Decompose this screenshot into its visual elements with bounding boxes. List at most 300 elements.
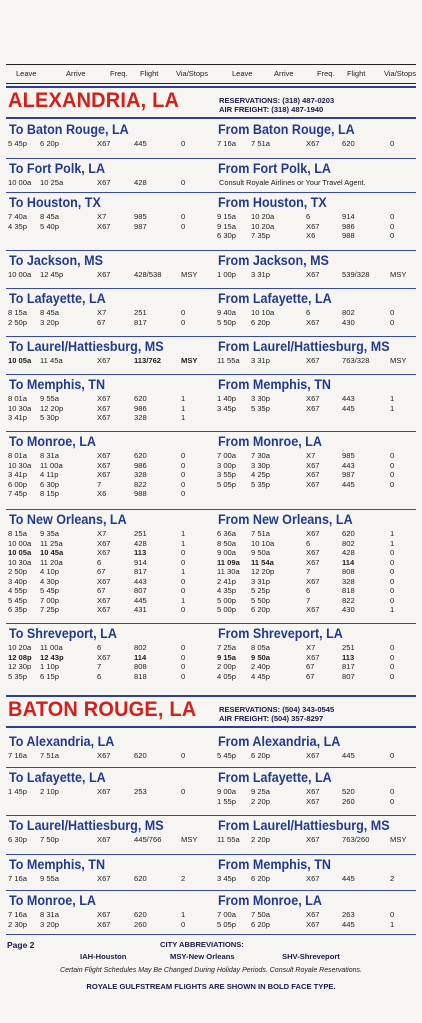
flight-cell: 3 31p: [251, 356, 271, 365]
flight-cell: 987: [342, 470, 355, 479]
city-rule: [6, 726, 416, 728]
flight-cell: X67: [97, 548, 111, 557]
flight-cell: 5 05p: [217, 479, 237, 489]
flight-cell: 12 30p: [8, 662, 32, 671]
flight-cell: 6: [97, 557, 102, 567]
origin-heading: From Monroe, LA: [218, 434, 322, 449]
flight-cell: 10 00a: [8, 178, 32, 187]
flight-cell: 9 00a: [217, 787, 237, 796]
flight-cell: 6: [306, 212, 311, 221]
flight-cell: 620: [134, 394, 147, 403]
flight-cell: 7 00a: [217, 451, 237, 460]
column-label: Via/Stops: [384, 69, 416, 78]
flight-cell: 4 30p: [40, 576, 60, 586]
flight-cell: 4 35p: [8, 221, 28, 231]
flight-cell: 539/328: [342, 270, 370, 279]
flight-cell: X67: [306, 394, 320, 403]
flight-cell: 6 20p: [251, 919, 271, 929]
flight-cell: 0: [390, 212, 395, 221]
flight-cell: X67: [97, 221, 111, 231]
flight-cell: X6: [97, 489, 107, 498]
flight-cell: 10 30a: [8, 557, 32, 567]
flight-cell: 6: [306, 308, 311, 317]
origin-heading: From Memphis, TN: [218, 857, 332, 872]
flight-cell: 7: [97, 662, 102, 671]
flight-cell: X67: [306, 221, 320, 231]
flight-cell: 6 30p: [8, 835, 28, 844]
origin-heading: From Baton Rouge, LA: [218, 122, 355, 137]
flight-cell: 5 40p: [40, 221, 60, 231]
flight-cell: 4 35p: [217, 586, 237, 595]
flight-cell: 10 20a: [8, 643, 32, 652]
destination-heading: To Lafayette, LA: [9, 291, 106, 306]
flight-cell: 986: [342, 221, 355, 231]
flight-cell: 2 30p: [8, 919, 28, 929]
flight-cell: 2 40p: [251, 662, 271, 671]
flight-cell: 251: [134, 529, 147, 538]
flight-cell: 12 20p: [40, 403, 64, 413]
flight-cell: 1: [390, 919, 395, 929]
section-divider: [6, 854, 416, 855]
flight-cell: X7: [97, 212, 107, 221]
flight-cell: 817: [342, 662, 355, 671]
flight-cell: 1: [181, 413, 186, 422]
flight-cell: 0: [390, 567, 395, 576]
flight-cell: 5 50p: [217, 317, 237, 327]
flight-cell: 10 45a: [40, 548, 64, 557]
flight-cell: X67: [306, 652, 320, 662]
flight-cell: 9 35a: [40, 529, 60, 538]
flight-cell: 1: [181, 567, 186, 576]
flight-cell: 5 35p: [251, 403, 271, 413]
flight-cell: 0: [390, 787, 395, 796]
flight-cell: X67: [306, 470, 320, 479]
flight-cell: X67: [97, 576, 111, 586]
flight-cell: 818: [134, 671, 147, 681]
destination-heading: To Shreveport, LA: [9, 626, 117, 641]
flight-cell: 7 51a: [40, 751, 60, 760]
flight-cell: X67: [97, 460, 111, 470]
flight-cell: 4 10p: [40, 567, 60, 576]
flight-cell: 0: [390, 548, 395, 557]
flight-cell: 10 30a: [8, 460, 32, 470]
flight-cell: 2 20p: [251, 796, 271, 806]
flight-cell: 807: [134, 586, 147, 595]
flight-cell: 2: [181, 874, 186, 883]
flight-cell: 5 50p: [251, 595, 271, 605]
flight-cell: X67: [306, 787, 320, 796]
flight-cell: 807: [342, 671, 355, 681]
flight-cell: 620: [134, 451, 147, 460]
flight-cell: 263: [342, 910, 355, 919]
section-divider: [6, 623, 416, 624]
flight-cell: 1: [181, 403, 186, 413]
destination-heading: To Lafayette, LA: [9, 770, 106, 785]
section-divider: [6, 250, 416, 251]
flight-cell: 11 55a: [217, 356, 240, 365]
column-label: Arrive: [274, 69, 294, 78]
section-divider: [6, 192, 416, 193]
flight-cell: 6 36a: [217, 529, 237, 538]
flight-cell: 6 20p: [40, 139, 60, 148]
flight-cell: 8 15a: [8, 529, 28, 538]
flight-cell: 620: [134, 751, 147, 760]
flight-cell: 0: [390, 451, 395, 460]
flight-cell: X67: [306, 460, 320, 470]
flight-cell: X67: [97, 874, 111, 883]
section-divider: [6, 431, 416, 432]
flight-cell: 3 31p: [251, 576, 271, 586]
flight-cell: 10 05a: [8, 356, 32, 365]
flight-cell: X67: [306, 557, 320, 567]
section-divider: [6, 815, 416, 816]
flight-cell: 0: [390, 317, 395, 327]
flight-cell: 914: [134, 557, 147, 567]
flight-cell: X7: [306, 643, 316, 652]
flight-cell: 1: [181, 538, 186, 548]
flight-cell: 5 45p: [40, 586, 60, 595]
section-divider: [6, 336, 416, 337]
flight-cell: 1: [390, 529, 395, 538]
flight-cell: 10 10a: [251, 538, 275, 548]
section-divider: [6, 374, 416, 375]
flight-cell: X67: [306, 529, 320, 538]
flight-cell: 67: [97, 586, 106, 595]
flight-cell: 9 15a: [217, 652, 237, 662]
city-rule: [6, 86, 416, 88]
destination-heading: To Laurel/Hattiesburg, MS: [9, 339, 164, 354]
section-divider: [6, 509, 416, 510]
origin-heading: From Laurel/Hattiesburg, MS: [218, 818, 390, 833]
flight-cell: 430: [342, 317, 355, 327]
flight-cell: 0: [181, 652, 186, 662]
page-number: Page 2: [7, 940, 35, 950]
flight-cell: 822: [134, 479, 147, 489]
destination-heading: To Houston, TX: [9, 195, 101, 210]
flight-cell: 0: [181, 221, 186, 231]
flight-cell: 12 20p: [251, 567, 275, 576]
column-label: Leave: [232, 69, 253, 78]
flight-cell: 0: [181, 470, 186, 479]
flight-cell: 10 00a: [8, 270, 32, 279]
flight-cell: X67: [306, 835, 320, 844]
flight-cell: 7 51a: [251, 529, 271, 538]
flight-cell: 7 30a: [251, 451, 271, 460]
reservations-phone: RESERVATIONS: (504) 343-0545: [219, 705, 335, 714]
flight-cell: 802: [342, 308, 355, 317]
flight-cell: 0: [390, 139, 395, 148]
flight-cell: 3 20p: [40, 919, 60, 929]
flight-cell: X67: [306, 605, 320, 614]
flight-cell: 6 35p: [8, 605, 28, 614]
flight-cell: 9 15a: [217, 212, 237, 221]
section-divider: [6, 934, 416, 935]
flight-cell: 5 00p: [217, 605, 237, 614]
column-label: Leave: [16, 69, 37, 78]
flight-cell: 6 15p: [40, 671, 60, 681]
flight-cell: 251: [134, 308, 147, 317]
flight-cell: 7 16a: [217, 139, 237, 148]
flight-cell: X67: [306, 919, 320, 929]
flight-cell: X67: [306, 576, 320, 586]
flight-cell: 5 45p: [8, 595, 28, 605]
flight-cell: 0: [181, 489, 186, 498]
flight-cell: 8 15a: [8, 308, 28, 317]
flight-cell: 6 00p: [8, 479, 28, 489]
flight-cell: 985: [342, 451, 355, 460]
flight-cell: 4 25p: [251, 470, 271, 479]
flight-cell: 445: [342, 874, 355, 883]
origin-heading: From Jackson, MS: [218, 253, 329, 268]
flight-cell: 988: [134, 489, 147, 498]
flight-cell: X7: [97, 529, 107, 538]
city-rule: [6, 117, 416, 119]
flight-cell: 988: [342, 231, 355, 240]
flight-cell: MSY: [390, 356, 407, 365]
flight-cell: 6: [97, 643, 102, 652]
flight-cell: 5 45p: [217, 751, 237, 760]
flight-cell: X67: [306, 356, 320, 365]
flight-cell: 113: [134, 548, 147, 557]
flight-cell: 1: [390, 605, 395, 614]
column-label: Via/Stops: [176, 69, 208, 78]
flight-cell: X67: [97, 394, 111, 403]
flight-cell: X67: [306, 874, 320, 883]
flight-cell: 987: [134, 221, 147, 231]
flight-cell: X67: [97, 356, 111, 365]
flight-cell: X7: [306, 451, 316, 460]
city-name: ALEXANDRIA, LA: [8, 89, 180, 112]
flight-cell: 817: [134, 567, 147, 576]
flight-cell: 0: [181, 671, 186, 681]
flight-cell: 113: [342, 652, 355, 662]
flight-cell: 0: [181, 451, 186, 460]
flight-cell: 67: [97, 317, 106, 327]
flight-cell: 763/260: [342, 835, 370, 844]
origin-heading: From Memphis, TN: [218, 377, 332, 392]
flight-cell: 0: [181, 586, 186, 595]
flight-cell: 0: [390, 662, 395, 671]
destination-heading: To Monroe, LA: [9, 893, 96, 908]
flight-cell: 2 00p: [217, 662, 237, 671]
flight-cell: 0: [390, 910, 395, 919]
flight-cell: X67: [97, 910, 111, 919]
abbrev-iah: IAH-Houston: [80, 952, 127, 961]
abbrev-shv: SHV-Shreveport: [282, 952, 340, 961]
air-freight-phone: AIR FREIGHT: (318) 487-1940: [219, 105, 324, 114]
flight-cell: 3 45p: [217, 403, 237, 413]
flight-cell: X67: [306, 796, 320, 806]
origin-heading: From Laurel/Hattiesburg, MS: [218, 339, 390, 354]
flight-cell: 0: [181, 139, 186, 148]
flight-cell: 428: [342, 548, 355, 557]
flight-cell: 0: [390, 595, 395, 605]
flight-cell: 6: [306, 538, 311, 548]
column-label: Freq.: [317, 69, 335, 78]
flight-cell: 10 05a: [8, 548, 32, 557]
abbrev-msy: MSY-New Orleans: [170, 952, 235, 961]
flight-cell: 7 50a: [251, 910, 271, 919]
flight-cell: 10 10a: [251, 308, 275, 317]
destination-heading: To Monroe, LA: [9, 434, 96, 449]
column-label: Flight: [140, 69, 159, 78]
flight-cell: 4 45p: [251, 671, 271, 681]
flight-cell: 443: [134, 576, 147, 586]
flight-cell: 0: [181, 662, 186, 671]
flight-cell: 10 00a: [8, 538, 32, 548]
destination-heading: To Jackson, MS: [9, 253, 103, 268]
city-rule: [6, 695, 416, 697]
flight-cell: 763/328: [342, 356, 370, 365]
flight-cell: 443: [342, 394, 355, 403]
flight-cell: 0: [390, 586, 395, 595]
flight-cell: X67: [97, 451, 111, 460]
flight-cell: 3 31p: [251, 270, 271, 279]
disclaimer: Certain Flight Schedules May Be Changed During Holiday Periods. Consult Royale Reservations.: [60, 967, 362, 974]
flight-cell: 2 50p: [8, 567, 28, 576]
flight-cell: 808: [342, 567, 355, 576]
flight-cell: 0: [181, 178, 186, 187]
flight-cell: 260: [342, 796, 355, 806]
flight-cell: 7 45p: [8, 489, 28, 498]
flight-cell: 4 05p: [217, 671, 237, 681]
city-name: BATON ROUGE, LA: [8, 698, 197, 721]
column-label: Flight: [347, 69, 366, 78]
flight-cell: 11 09a: [217, 557, 240, 567]
flight-cell: 0: [390, 470, 395, 479]
flight-cell: MSY: [390, 835, 407, 844]
flight-cell: 3 30p: [251, 460, 271, 470]
flight-cell: 620: [342, 529, 355, 538]
flight-cell: 8 45a: [40, 308, 60, 317]
flight-cell: 1: [181, 529, 186, 538]
flight-cell: X67: [306, 270, 320, 279]
flight-cell: 11 30a: [217, 567, 240, 576]
flight-cell: 8 15p: [40, 489, 60, 498]
flight-cell: 9 50a: [251, 548, 271, 557]
origin-heading: From Shreveport, LA: [218, 626, 343, 641]
flight-cell: 8 01a: [8, 451, 28, 460]
flight-cell: 1 10p: [40, 662, 60, 671]
flight-cell: 8 31a: [40, 451, 60, 460]
column-header: [6, 64, 416, 84]
flight-cell: 8 45a: [40, 212, 60, 221]
flight-cell: 817: [134, 317, 147, 327]
reservations-phone: RESERVATIONS: (318) 487-0203: [219, 96, 335, 105]
flight-cell: MSY: [390, 270, 407, 279]
flight-cell: 0: [181, 479, 186, 489]
flight-cell: 0: [390, 751, 395, 760]
flight-cell: X67: [97, 835, 111, 844]
flight-cell: 4 11p: [40, 470, 59, 479]
flight-cell: 0: [390, 796, 395, 806]
origin-heading: From New Orleans, LA: [218, 512, 353, 527]
flight-cell: 3 45p: [217, 874, 237, 883]
flight-cell: 5 00p: [217, 595, 237, 605]
flight-cell: 12 43p: [40, 652, 64, 662]
flight-cell: 3 41p: [8, 413, 28, 422]
origin-heading: From Lafayette, LA: [218, 291, 332, 306]
section-divider: [6, 158, 416, 159]
section-divider: [6, 288, 416, 289]
flight-cell: 11 00a: [40, 643, 63, 652]
flight-cell: X67: [306, 751, 320, 760]
flight-cell: 7 16a: [8, 874, 28, 883]
flight-cell: 1 55p: [217, 796, 237, 806]
consult-note: Consult Royale Airlines or Your Travel Agent.: [219, 178, 366, 187]
flight-cell: 1 00p: [217, 270, 237, 279]
flight-cell: 822: [342, 595, 355, 605]
flight-cell: 7: [306, 567, 311, 576]
flight-cell: 0: [390, 479, 395, 489]
flight-cell: 0: [181, 643, 186, 652]
flight-cell: X67: [306, 548, 320, 557]
flight-cell: 1: [181, 394, 186, 403]
flight-cell: 7 51a: [251, 139, 271, 148]
flight-cell: 7 40a: [8, 212, 28, 221]
flight-cell: 3 00p: [217, 460, 237, 470]
flight-cell: X7: [97, 308, 107, 317]
flight-cell: 7 16a: [8, 751, 28, 760]
flight-cell: 6 20p: [251, 605, 271, 614]
flight-cell: X6: [306, 231, 316, 240]
flight-cell: X67: [97, 178, 111, 187]
flight-cell: MSY: [181, 270, 198, 279]
section-divider: [6, 890, 416, 891]
flight-cell: X67: [306, 479, 320, 489]
flight-cell: 7 25a: [217, 643, 237, 652]
section-divider: [6, 767, 416, 768]
flight-cell: 1: [181, 910, 186, 919]
flight-cell: 7 35p: [251, 231, 271, 240]
flight-cell: X67: [97, 139, 111, 148]
flight-cell: 430: [342, 605, 355, 614]
flight-cell: 0: [181, 557, 186, 567]
flight-cell: 914: [342, 212, 355, 221]
flight-cell: 328: [134, 413, 147, 422]
flight-cell: X67: [97, 538, 111, 548]
destination-heading: To Memphis, TN: [9, 377, 106, 392]
origin-heading: From Lafayette, LA: [218, 770, 332, 785]
flight-cell: 620: [342, 139, 355, 148]
flight-cell: 328: [134, 470, 147, 479]
flight-cell: 445: [342, 403, 355, 413]
origin-heading: From Monroe, LA: [218, 893, 322, 908]
flight-cell: 3 20p: [40, 317, 60, 327]
flight-cell: 3 40p: [8, 576, 28, 586]
flight-cell: 253: [134, 787, 147, 796]
flight-cell: 0: [181, 605, 186, 614]
flight-cell: 8 50a: [217, 538, 237, 548]
flight-cell: 2: [390, 874, 395, 883]
flight-cell: 986: [134, 403, 147, 413]
flight-cell: 11 54a: [251, 557, 274, 567]
flight-cell: 445: [134, 595, 147, 605]
flight-cell: X67: [97, 919, 111, 929]
flight-cell: 7 25p: [40, 605, 60, 614]
flight-cell: 9 00a: [217, 548, 237, 557]
flight-cell: X67: [97, 751, 111, 760]
flight-cell: 520: [342, 787, 355, 796]
flight-cell: 8 31a: [40, 910, 60, 919]
destination-heading: To Fort Polk, LA: [9, 161, 106, 176]
flight-cell: 0: [390, 671, 395, 681]
column-label: Arrive: [66, 69, 86, 78]
flight-cell: 445: [342, 479, 355, 489]
flight-cell: 7 00p: [40, 595, 60, 605]
flight-cell: 11 20a: [40, 557, 63, 567]
flight-cell: 6 30p: [40, 479, 60, 489]
